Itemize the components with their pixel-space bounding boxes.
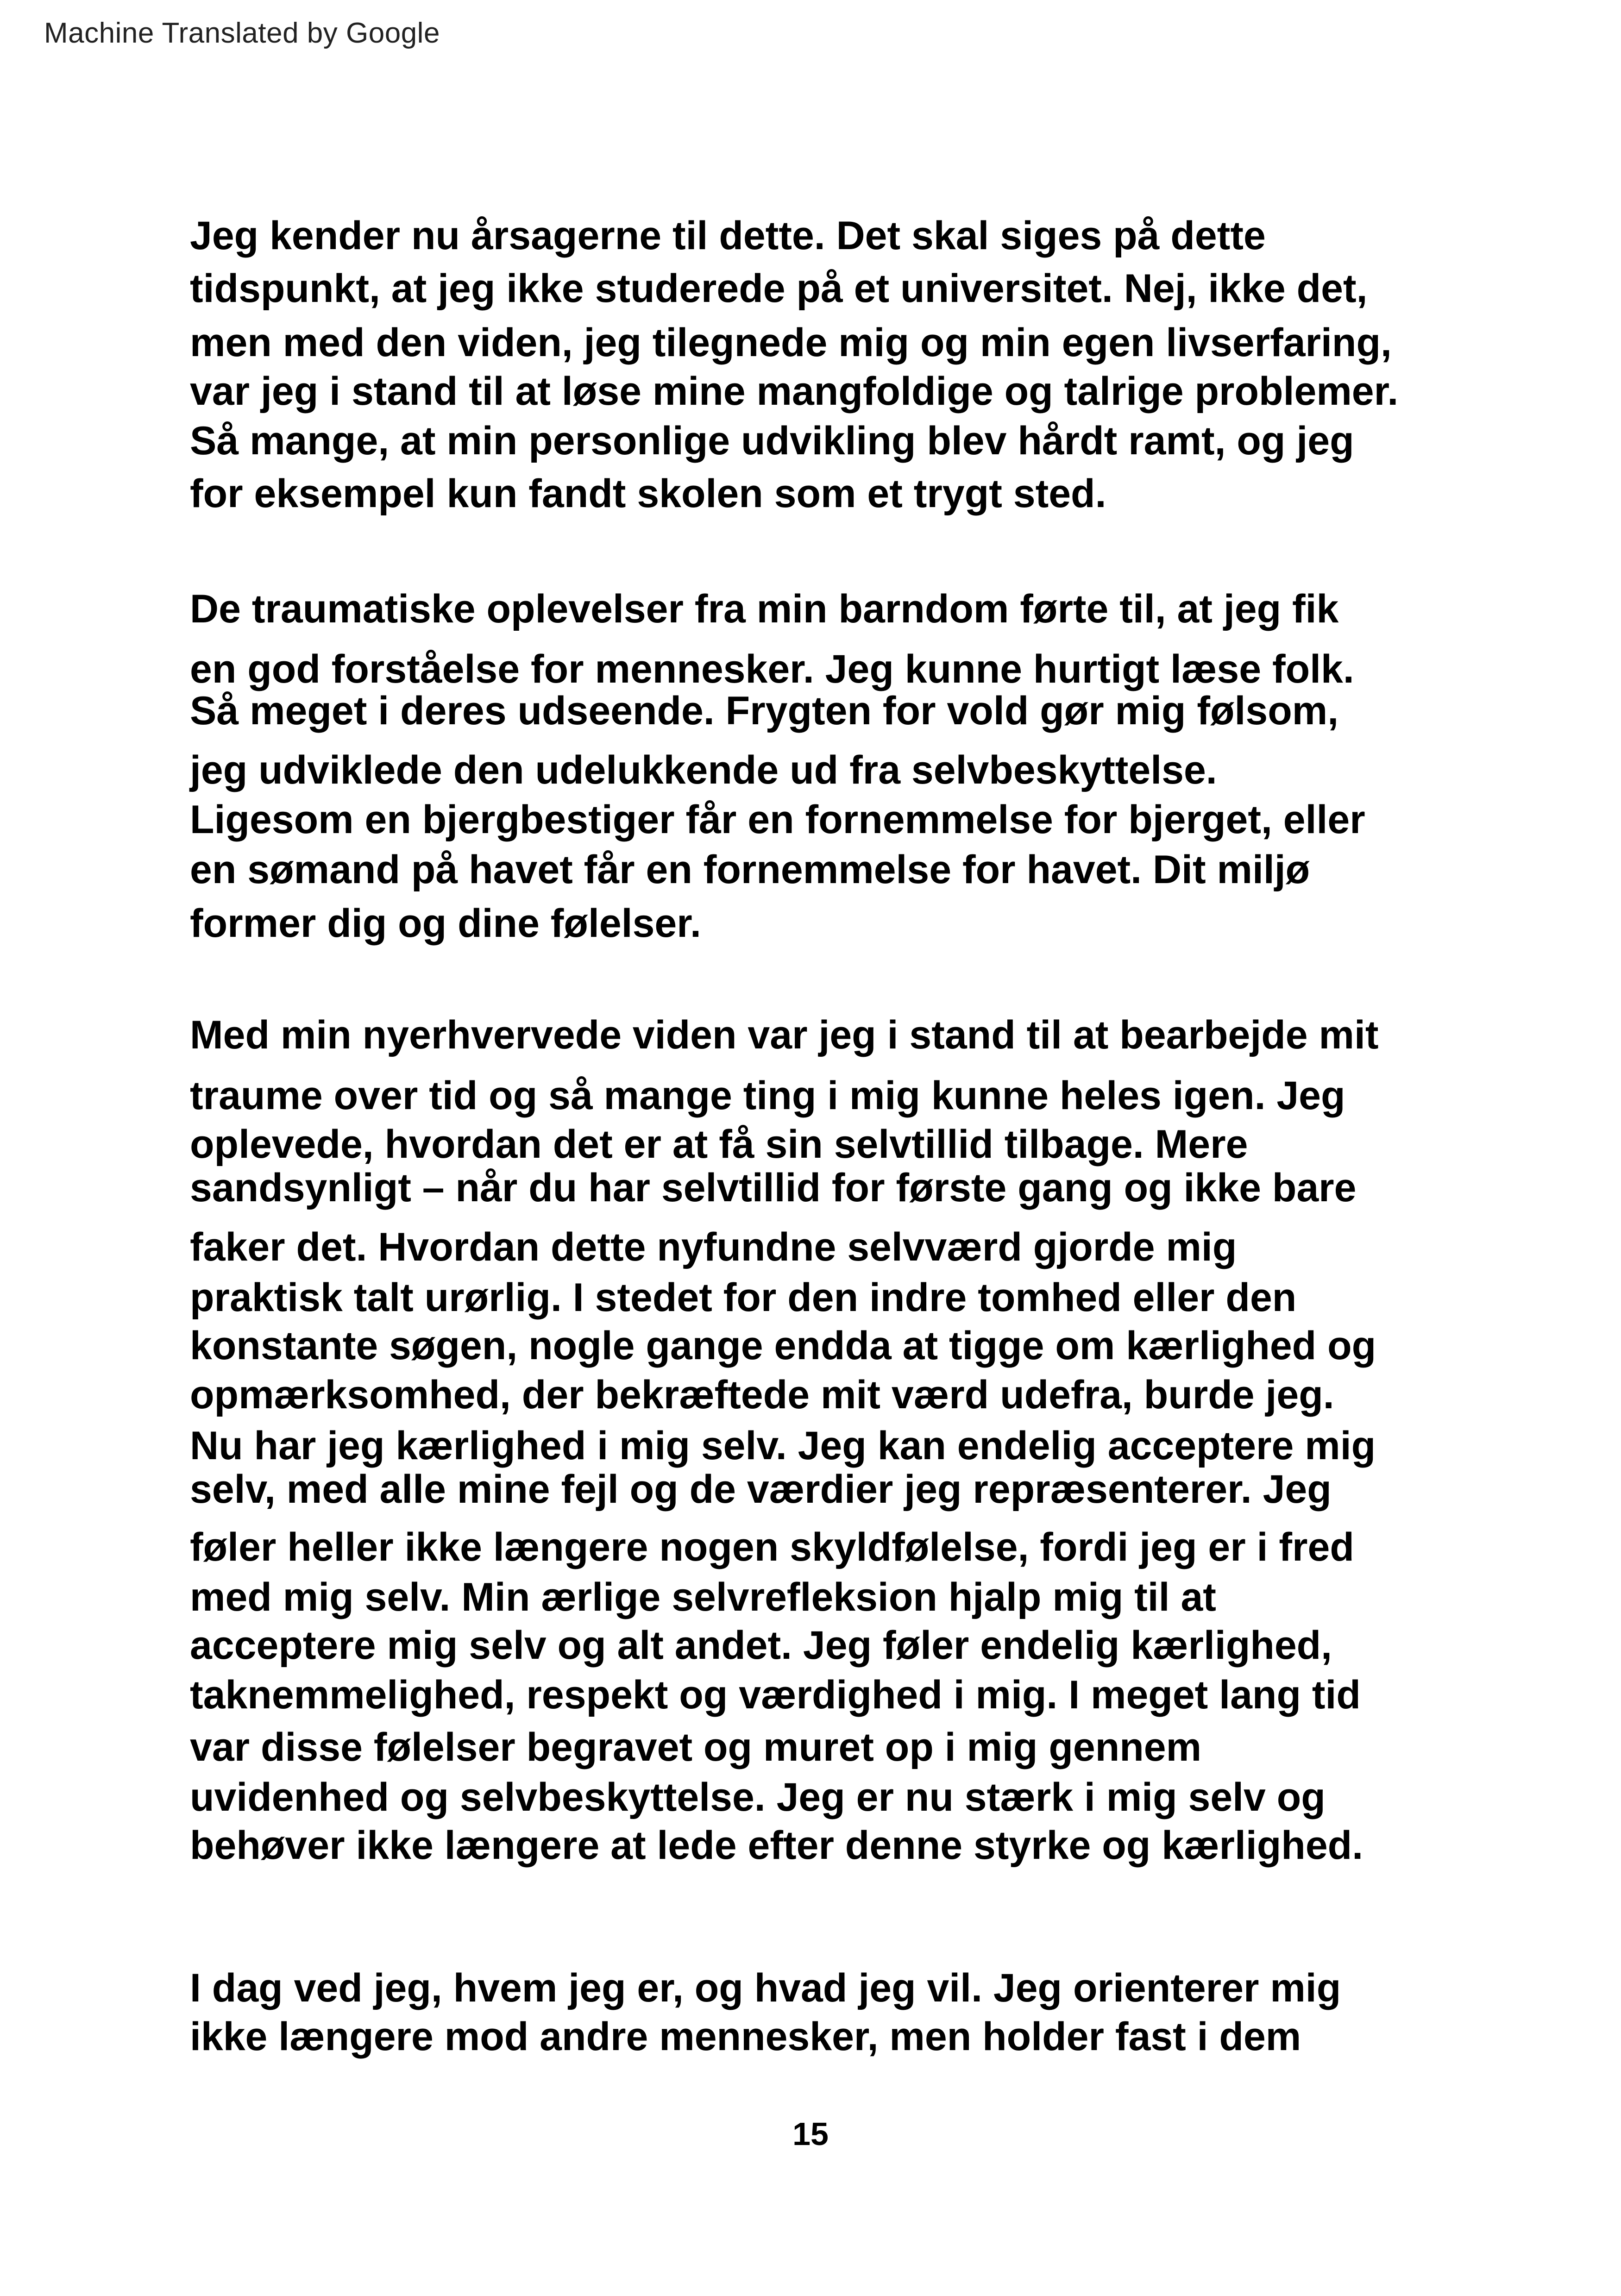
text-line: behøver ikke længere at lede efter denne styrke og kærlighed. [190,1823,1363,1868]
paragraph-4 [190,1968,1510,2063]
text-line: konstante søgen, nogle gange endda at tigge om kærlighed og [190,1324,1376,1368]
text-line: Med min nyerhvervede viden var jeg i stand til at bearbejde mit [190,1013,1379,1057]
paragraph-3 [190,1015,1510,1872]
text-line: sandsynligt – når du har selvtillid for første gang og ikke bare [190,1166,1357,1210]
text-line: Nu har jeg kærlighed i mig selv. Jeg kan endelig acceptere mig [190,1424,1376,1468]
text-line: en god forståelse for mennesker. Jeg kunne hurtigt læse folk. [190,647,1354,691]
text-line: Jeg kender nu årsagerne til dette. Det skal siges på dette [190,213,1266,258]
text-line: tidspunkt, at jeg ikke studerede på et universitet. Nej, ikke det, [190,266,1368,311]
text-line: Så mange, at min personlige udvikling blev hårdt ramt, og jeg [190,419,1354,463]
text-line: uvidenhed og selvbeskyttelse. Jeg er nu stærk i mig selv og [190,1775,1326,1819]
paragraph-1 [190,213,1510,520]
text-line: praktisk talt urørlig. I stedet for den indre tomhed eller den [190,1275,1297,1320]
text-line: traume over tid og så mange ting i mig kunne heles igen. Jeg [190,1073,1345,1118]
text-line: taknemmelighed, respekt og værdighed i mig. I meget lang tid [190,1673,1361,1717]
text-line: men med den viden, jeg tilegnede mig og min egen livserfaring, [190,320,1392,365]
text-line: faker det. Hvordan dette nyfundne selvværd gjorde mig [190,1225,1237,1269]
text-line: en sømand på havet får en fornemmelse for havet. Dit miljø [190,847,1310,892]
text-line: var disse følelser begravet og muret op i mig gennem [190,1725,1202,1769]
text-line: former dig og dine følelser. [190,901,701,946]
text-line: var jeg i stand til at løse mine mangfoldige og talrige problemer. [190,369,1399,414]
text-line: selv, med alle mine fejl og de værdier jeg repræsenterer. Jeg [190,1467,1332,1512]
machine-translation-note: Machine Translated by Google [44,17,440,49]
text-line: oplevede, hvordan det er at få sin selvtillid tilbage. Mere [190,1122,1248,1167]
page-number: 15 [792,2116,829,2152]
text-line: De traumatiske oplevelser fra min barndom førte til, at jeg fik [190,587,1339,631]
text-line: for eksempel kun fandt skolen som et trygt sted. [190,471,1106,516]
text-line: med mig selv. Min ærlige selvrefleksion hjalp mig til at [190,1575,1216,1619]
text-line: føler heller ikke længere nogen skyldfølelse, fordi jeg er i fred [190,1525,1354,1569]
text-line: jeg udviklede den udelukkende ud fra selvbeskyttelse. [190,748,1217,792]
text-line: Ligesom en bjergbestiger får en fornemmelse for bjerget, eller [190,797,1365,842]
text-line: I dag ved jeg, hvem jeg er, og hvad jeg vil. Jeg orienterer mig [190,1966,1341,2010]
text-line: opmærksomhed, der bekræftede mit værd udefra, burde jeg. [190,1373,1334,1417]
text-line: ikke længere mod andre mennesker, men holder fast i dem [190,2014,1301,2059]
text-line: acceptere mig selv og alt andet. Jeg føler endelig kærlighed, [190,1623,1332,1668]
text-line: Så meget i deres udseende. Frygten for vold gør mig følsom, [190,689,1339,733]
paragraph-2 [190,589,1510,950]
